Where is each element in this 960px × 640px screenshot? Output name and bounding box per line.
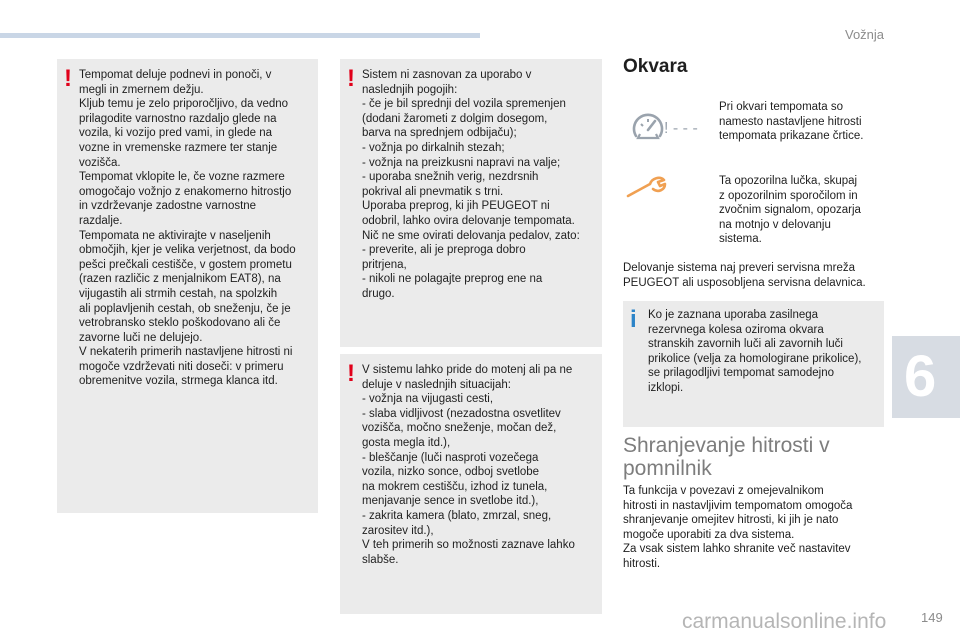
exclamation-icon: ! xyxy=(347,65,355,92)
exclamation-icon: ! xyxy=(64,65,72,92)
warning-box-unsupported-conditions xyxy=(340,59,602,347)
watermark: carmanualsonline.info xyxy=(682,610,887,633)
warning-lamp-description: Ta opozorilna lučka, skupaj z opozorilnim sporočilom in zvočnim signalom, opozarja na motnjo v delovanju sistema. xyxy=(719,175,861,246)
warning-text: Tempomat deluje podnevi in ponoči, v megli in zmernem dežju. Kljub temu je zelo priporočljivo, da vedno prilagodite varnostno razdaljo glede na vozila, ki vozijo pred vami, in glede na vozne in vremenske razmere ter stanje vozišča. Tempomat vklopite le, če vozne razmere omogočajo vožnjo z enakomerno hitrostjo in vzdrževanje zadostne varnostne razdalje. Tempomata ne aktivirajte v naseljenih območjih, kjer je velika verjetnost, da bodo pešci prečkali cestišče, v gostem prometu (razen različic z menjalnikom EAT8), na vijugastih ali strmih cestah, na spolzkih ali poplavljenih cestah, ob sneženju, če je vetrobransko steklo poškodovano ali če zavorne luči ne delujejo. V nekaterih primerih nastavljene hitrosti ni mogoče vzdrževati niti doseči: v primeru obremenitve vozila, strmega klanca itd. xyxy=(79,69,296,388)
exclamation-icon: ! xyxy=(347,360,355,387)
info-icon: i xyxy=(630,306,637,333)
info-box-spare-wheel xyxy=(623,301,884,427)
section-title: Vožnja xyxy=(845,27,885,42)
section-heading-speed-memory: Shranjevanje hitrosti v pomnilnik xyxy=(623,434,830,480)
page-number: 149 xyxy=(921,610,943,625)
fault-dashes: ! - - - xyxy=(664,120,698,137)
speedometer-fault-icon xyxy=(630,110,698,142)
section-heading-fault: Okvara xyxy=(623,56,688,77)
speed-memory-text: Ta funkcija v povezavi z omejevalnikom hitrosti in nastavljivim tempomatom omogoča shranjevanje omejitev hitrosti, ki jih je nato mogoče uporabiti za dva sistema. Za vsak sistem lahko shranite več nastavitev hitrosti. xyxy=(623,485,853,570)
fault-description: Pri okvari tempomata so namesto nastavljene hitrosti tempomata prikazane črtice. xyxy=(719,101,864,143)
wrench-icon xyxy=(622,172,670,204)
info-text: Ko je zaznana uporaba zasilnega rezervnega kolesa oziroma okvara stranskih zavornih luči ali zavornih luči prikolice (velja za homologirane prikolice), se prilagodljivi tempomat samodejno izklopi. xyxy=(648,309,862,394)
warning-text: V sistemu lahko pride do motenj ali pa ne deluje v naslednjih situacijah: - vožnja na vijugasti cesti, - slaba vidljivost (nezadostna osvetlitev vozišča, močno sneženje, močan dež, gosta megla itd.), - bleščanje (luči nasproti vozečega vozila, nizko sonce, odboj svetlobe na mokrem cestišču, izhod iz tunela, menjavanje sence in svetlobe itd.), - zakrita kamera (blato, zmrzal, sneg, zarositev itd.), V teh primerih so možnosti zaznave lahko slabše. xyxy=(362,364,575,566)
service-note: Delovanje sistema naj preveri servisna mreža PEUGEOT ali usposobljena servisna delavnica. xyxy=(623,262,866,289)
warning-text: Sistem ni zasnovan za uporabo v naslednjih pogojih: - če je bil sprednji del vozila spremenjen (dodani žarometi z dolgim dosegom, barva na sprednjem odbijaču); - vožnja po dirkalnih stezah; - vožnja na preizkusni napravi na valje; - uporaba snežnih verig, nezdrsnih pokrival ali pnevmatik s trni. Uporaba preprog, ki jih PEUGEOT ni odobril, lahko ovira delovanje tempomata. Nič ne sme ovirati delovanja pedalov, zato: - preverite, ali je preproga dobro pritrjena, - nikoli ne polagajte preprog ene na drugo. xyxy=(362,69,580,300)
header-bar xyxy=(0,33,480,38)
chapter-number: 6 xyxy=(904,344,937,409)
warning-box-speed-conditions xyxy=(57,59,318,513)
warning-box-disturbances xyxy=(340,354,602,614)
